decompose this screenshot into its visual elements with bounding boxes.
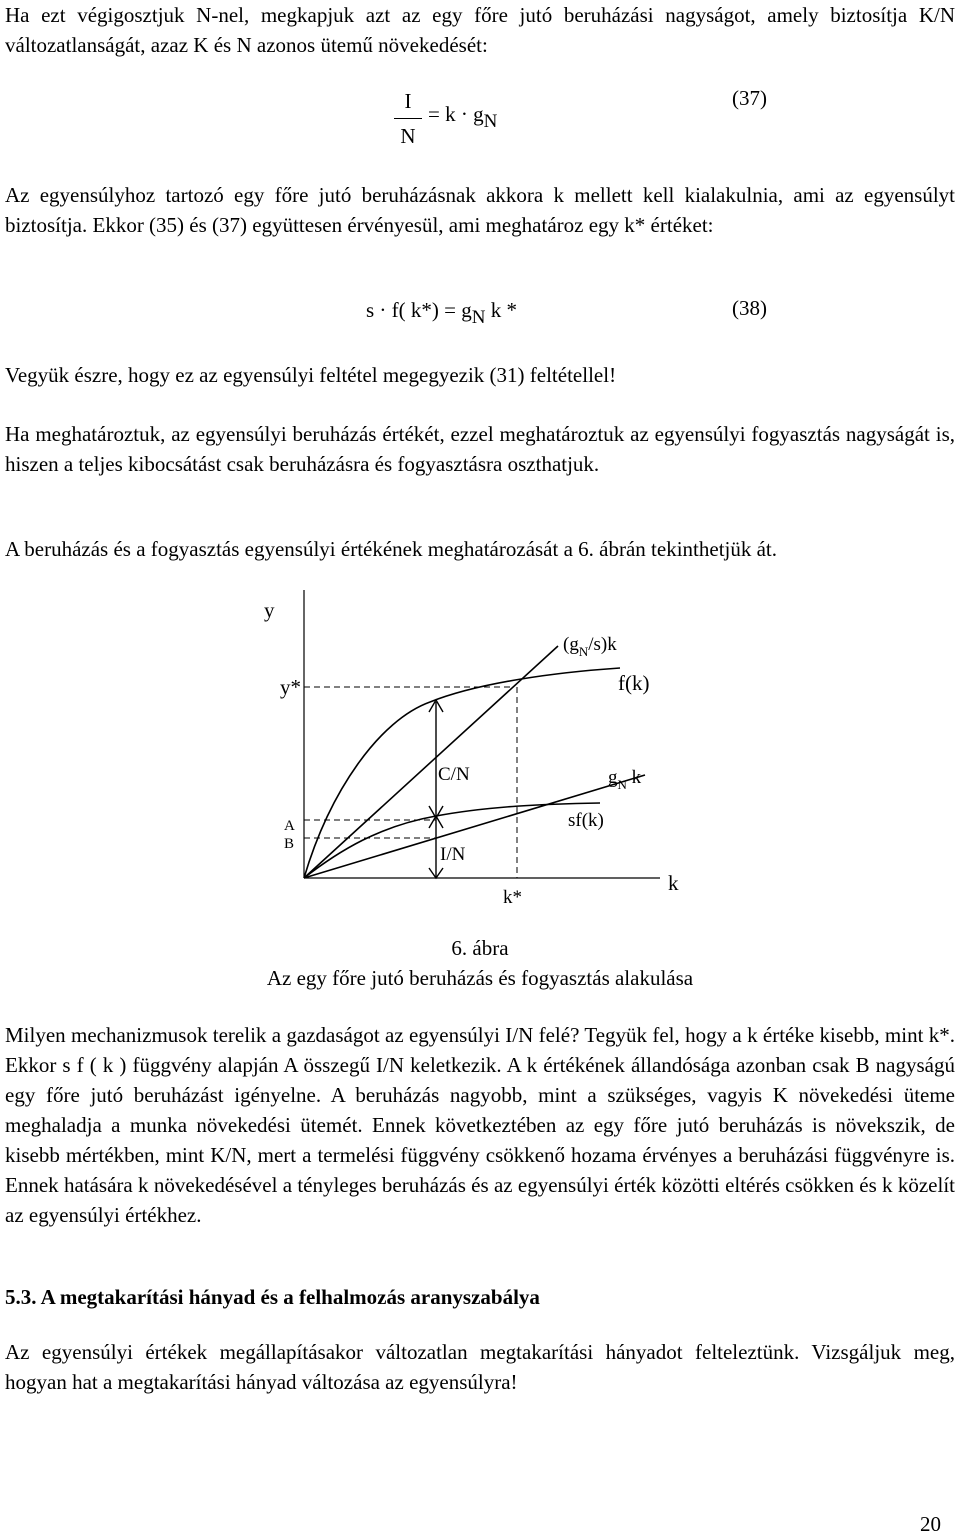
a-label: A (284, 818, 295, 834)
sfk-curve (304, 803, 600, 878)
eq37-denominator: N (400, 124, 416, 148)
page-number: 20 (920, 1512, 941, 1536)
equation-38: s · f( k*) = gN k * (366, 298, 517, 328)
b-label: B (284, 836, 295, 852)
paragraph-3: Vegyük észre, hogy ez az egyensúlyi feltétel megegyezik (31) feltétellel! (5, 363, 617, 387)
k-axis-label: k (668, 871, 679, 895)
paragraph-5: A beruházás és a fogyasztás egyensúlyi értékének meghatározását a 6. ábrán tekinthetjük át. (5, 537, 778, 561)
ystar-label: y* (280, 675, 301, 699)
paragraph-1: Ha ezt végigosztjuk N-nel, megkapjuk azt az egy főre jutó beruházási nagyságot, amely biztosítja K/N változatlanságát, azaz K és N azonos ütemű növekedését: (5, 3, 955, 57)
gnk-label: $g_N$ k (608, 767, 642, 792)
y-axis-label: y (264, 598, 275, 622)
cn-label: C/N (438, 764, 470, 785)
figure-caption-number: 6. ábra (451, 936, 509, 960)
equation-37-number: (37) (732, 86, 767, 110)
gns-line (304, 646, 558, 878)
sfk-label: sf(k) (568, 810, 604, 831)
paragraph-2: Az egyensúlyhoz tartozó egy főre jutó beruházásnak akkora k mellett kell kialakulnia, ami az egyensúlyt biztosítja. Ekkor (35) és (37) együttesen érvényesül, ami meghatároz egy k* értéket: (5, 183, 955, 237)
equation-37-fraction (394, 86, 422, 151)
paragraph-7: Az egyensúlyi értékek megállapításakor változatlan megtakarítási hányadot felteleztünk. Vizsgáljuk meg, hogyan hat a megtakarítási hányad változása az egyensúlyra! (5, 1340, 955, 1394)
equation-37-rhs: = k · gN (428, 102, 498, 132)
eq37-numerator: I (404, 89, 412, 113)
paragraph-4: Ha meghatároztuk, az egyensúlyi beruházás értékét, ezzel meghatároztuk az egyensúlyi fogyasztás nagyságát is, hiszen a teljes kibocsátást csak beruházásra és fogyasztásra oszthatjuk. (5, 422, 955, 476)
fk-label: f(k) (618, 671, 650, 695)
figure-caption-title: Az egy főre jutó beruházás és fogyasztás alakulása (266, 966, 694, 990)
kstar-label: k* (503, 887, 522, 908)
gns-label: $(g_N/s)k$ (563, 634, 617, 659)
paragraph-6: Milyen mechanizmusok terelik a gazdaságot az egyensúlyi I/N felé? Tegyük fel, hogy a k értéke kisebb, mint k*. Ekkor s f ( k ) függvény alapján A összegű I/N keletkezik. A k értékének állandósága azonban csak B nagyságú egy főre jutó beruházást igényelne. A beruházás nagyobb, mint a szükséges, vagyis K növekedési üteme meghaladja a munka növekedési ütemét. Ennek következtében az egy főre jutó beruházás is növekszik, de kisebb mértékben, mint K/N, mert a termelési függvény csökkenő hozama érvényes a beruházási függvényre is. Ennek hatására k növekedésével a tényleges beruházás és az egyensúlyi érték közötti eltérés csökken és k közelít az egyensúlyi értékhez. (5, 1023, 955, 1227)
section-heading: 5.3. A megtakarítási hányad és a felhalmozás aranyszabálya (5, 1285, 540, 1309)
in-label: I/N (440, 844, 466, 865)
figure-6-diagram (0, 590, 960, 910)
equation-38-number: (38) (732, 296, 767, 320)
